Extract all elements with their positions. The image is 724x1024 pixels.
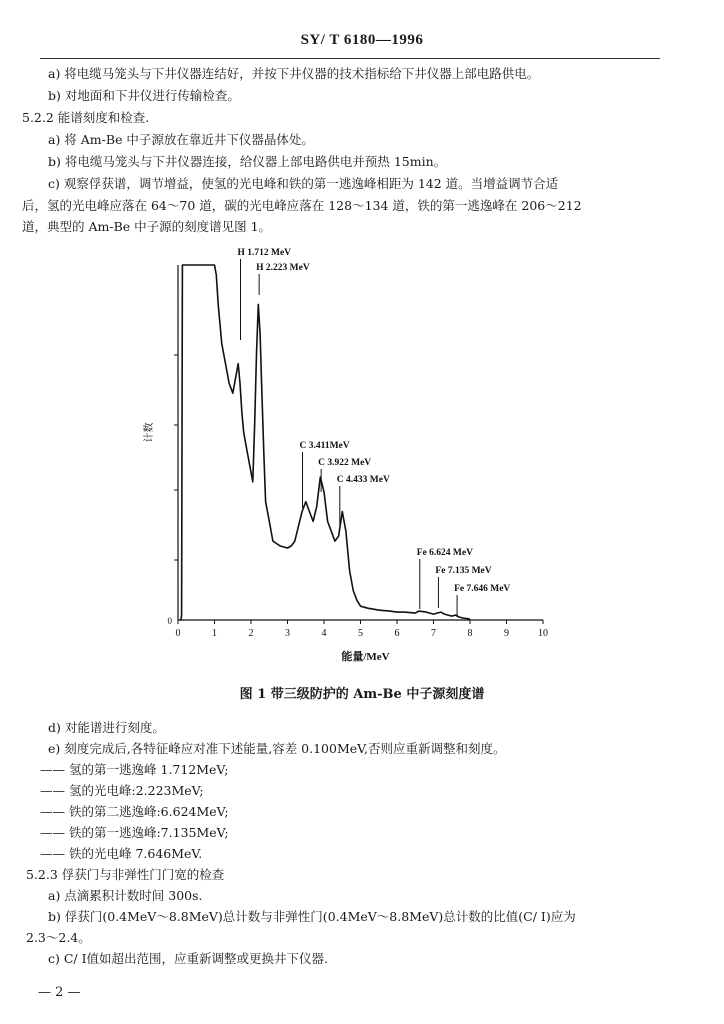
- paragraph-line: b) 俘获门(0.4MeV～8.8MeV)总计数与非弹性门(0.4MeV～8.8MeV)总计数的比值(C/ I)应为: [48, 909, 576, 924]
- x-tick-label: 10: [538, 628, 548, 639]
- paragraph-line: e) 刻度完成后,各特征峰应对准下述能量,容差 0.100MeV,否则应重新调整和刻度。: [48, 741, 506, 756]
- x-tick-label: 5: [358, 628, 363, 639]
- paragraph-line: d) 对能谱进行刻度。: [48, 720, 165, 735]
- list-item: —— 铁的第一逃逸峰:7.135MeV;: [40, 825, 229, 840]
- header-rule: [40, 58, 660, 59]
- x-tick-label: 6: [394, 628, 400, 639]
- x-tick-label: 1: [212, 628, 217, 639]
- section-heading: 5.2.3 俘获门与非弹性门门宽的检查: [26, 867, 225, 882]
- list-item: —— 氢的光电峰:2.223MeV;: [40, 783, 204, 798]
- list-item: —— 氢的第一逃逸峰 1.712MeV;: [40, 762, 229, 777]
- x-axis-label: 能量/MeV: [341, 651, 390, 663]
- peak-label: C 4.433 MeV: [336, 475, 390, 485]
- footer-dash: —: [38, 985, 56, 1000]
- x-tick-label: 9: [504, 628, 509, 639]
- list-item: —— 铁的光电峰 7.646MeV.: [40, 846, 203, 861]
- footer-dash: —: [63, 985, 81, 1000]
- y-tick-label: 0: [167, 616, 172, 626]
- peak-label: Fe 7.646 MeV: [454, 584, 511, 594]
- figure-caption: 图 1 带三级防护的 Am-Be 中子源刻度谱: [239, 687, 485, 702]
- document-header: SY/ T 6180—1996: [300, 32, 424, 48]
- peak-label: Fe 6.624 MeV: [416, 548, 473, 558]
- x-tick-label: 3: [285, 628, 290, 639]
- list-item: —— 铁的第二逃逸峰:6.624MeV;: [40, 804, 229, 819]
- paragraph-line: 后，氢的光电峰应落在 64～70 道，碳的光电峰应落在 128～134 道，铁的第一逃逸峰在 206～212: [22, 198, 582, 213]
- x-tick-label: 4: [321, 628, 327, 639]
- y-axis-label: 计数: [144, 422, 155, 443]
- paragraph-line: c) 观察俘获谱，调节增益，使氢的光电峰和铁的第一逃逸峰相距为 142 道。当增益调节合适: [48, 176, 559, 191]
- paragraph-line: 道，典型的 Am-Be 中子源的刻度谱见图 1。: [22, 219, 272, 234]
- spectrum-chart: [140, 235, 560, 665]
- peak-label: H 2.223 MeV: [256, 263, 310, 273]
- peak-label: H 1.712 MeV: [237, 248, 292, 258]
- paragraph-line: b) 对地面和下井仪进行传输检查。: [48, 88, 240, 103]
- paragraph-line: a) 点滴累积计数时间 300s.: [48, 888, 203, 903]
- paragraph-line: c) C/ I值如超出范围，应重新调整或更换井下仪器.: [48, 951, 329, 966]
- x-tick-label: 7: [431, 628, 436, 639]
- paragraph-line: b) 将电缆马笼头与下井仪器连接，给仪器上部电路供电并预热 15min。: [48, 154, 447, 169]
- section-heading: 5.2.2 能谱刻度和检查.: [22, 110, 150, 125]
- x-tick-label: 2: [248, 628, 254, 639]
- peak-label: C 3.922 MeV: [318, 458, 372, 468]
- x-tick-label: 0: [175, 628, 181, 639]
- paragraph-line: a) 将电缆马笼头与下井仪器连结好，并按下井仪器的技术指标给下井仪器上部电路供电。: [48, 66, 540, 81]
- paragraph-line: 2.3～2.4。: [26, 930, 91, 945]
- x-tick-label: 8: [467, 628, 473, 639]
- paragraph-line: a) 将 Am-Be 中子源放在靠近井下仪器晶体处。: [48, 132, 314, 147]
- page-footer: [38, 985, 81, 1000]
- peak-label: Fe 7.135 MeV: [435, 566, 492, 576]
- peak-label: C 3.411MeV: [299, 441, 350, 451]
- page-number: 2: [55, 985, 64, 1000]
